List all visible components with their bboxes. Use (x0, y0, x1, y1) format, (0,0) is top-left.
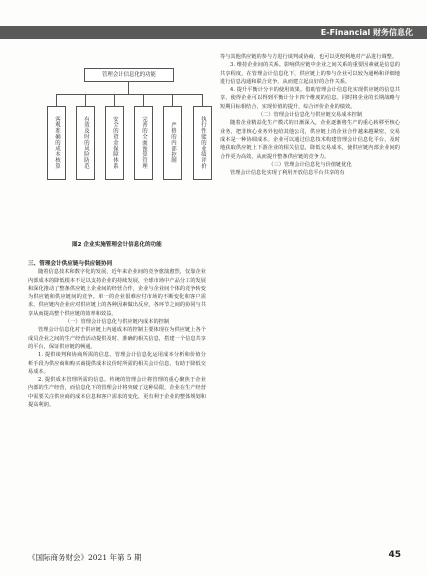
diagram-child-node: 有效及时的风险防范 (76, 106, 95, 180)
right-column (220, 53, 400, 177)
paragraph: 3. 维持企业间的关系。影响供应链中企业之间关系的重要因素就是信息的共享程度，在管理会计信息化下，供应链上的参与企业可以较为通畅和详细地进行信息沟通和联合竞争，从而建立起良好的合作关系。 (220, 62, 400, 85)
paragraph: 管理会计信息化实现了利用开放信息平台共享的有 (230, 170, 345, 177)
diagram-connector (114, 94, 115, 106)
diagram-connector (202, 94, 203, 106)
diagram-child-node: 执行性能的业绩评价 (193, 106, 212, 180)
diagram-child-node: 客观准确的成本核算 (47, 106, 66, 180)
left-column (28, 260, 206, 409)
paragraph: 随着信息技术和数字化的发展，近年来企业间的竞争愈演愈烈，仅靠企业内部成本的降低根本不足以支持企业的持续发展，全球市场中产品分工的发展和深化推动了整条供应链上企业间的经营合作，企业与企业间个体的竞争转变为供应链和供应链间的竞争。单一的企业很难应付市场的不断变化和客户需求，供应链内企业应对供应链上的各种因素做出反应，各环节之间的协同与共享从而提高整个供应链的效率和效益。 (28, 269, 206, 317)
page-number: 45 (388, 550, 401, 560)
subsection-heading: （三）管理会计信息化与价值链优化 (268, 161, 352, 168)
diagram-connector (56, 94, 57, 106)
header-brand: E-Financial 财务信息化 (320, 28, 413, 37)
paragraph: 4. 提升平衡计分卡的使用效果。借助管理会计信息化实现供应链的信息共享，使得企业可以得到平衡计分卡四个维度的信息。同时将企业的长期战略与短期目标相结合，实现价值的提升，综合评价企业的绩效。 (220, 87, 400, 110)
diagram-connector (143, 94, 144, 106)
paragraph: 2. 提供成本管理所需的信息。传统的管理会计将管理的重心聚焦于企业内部的生产经营，而信息化下的管理会计将突破了这种局限，企业在生产经营中需要关注供应商的成本信息和客户需求的变化，更有利于企业的整体规划和提高利润。 (28, 377, 206, 409)
figure-caption: 图2 企业实施管理会计信息化的功能 (72, 242, 162, 248)
diagram-child-node: 严格的内部控制 (163, 106, 182, 180)
diagram-child-node: 安全的资金保障体系 (105, 106, 124, 180)
diagram-connector (128, 82, 129, 94)
function-diagram (44, 68, 212, 250)
paragraph: 等与其他供应链的参与方进行谈判或协商，也可以更便利地对产品进行调整。 (220, 54, 398, 60)
diagram-connector (85, 94, 86, 106)
diagram-root-node: 管理会计信息化的功能 (84, 68, 174, 82)
header-bar (0, 26, 427, 39)
paragraph: 1. 提供谈判和协商所需的信息。管理会计信息化运用成本分析和价值分析手段为供应商和购买商提供成本议价时所需的相关会计信息，有助于降低交易成本。 (28, 352, 206, 375)
journal-footer: 《国际商务财会》2021 年第 5 期 (28, 553, 142, 562)
subsection-heading: （二）管理会计信息化与供应链交易成本控制 (257, 112, 363, 119)
paragraph: 随着企业精益化生产模式的日渐深入，企业逐渐将生产的重心转移至核心业务，把非核心业务外包给其他公司，供应链上的企业合作越来越紧密，交易成本是一种协调成本。企业可以通过信息技术构建管理会计信息化平台，及时地获取供应链上下游企业的相关信息，降低交易成本，使供应链内部企业间的合作更为高效，从而提升整条供应链的竞争力。 (220, 120, 400, 160)
subsection-heading: （一）管理会计信息化与供应链内成本的控制 (64, 319, 170, 326)
section-heading: 三、管理会计供应链与供应链协同 (28, 261, 113, 267)
diagram-connector (56, 94, 202, 95)
diagram-connector (172, 94, 173, 106)
paragraph: 管理会计信息化对于供应链上内通成本的控制主要体现在为供应链上各个成员企业之间的生产经营活动提供及时、准确的相关信息，搭建一个信息共享的平台，保证供应链的畅通。 (28, 327, 206, 350)
diagram-child-node: 完善的全面预算管理 (134, 106, 153, 180)
